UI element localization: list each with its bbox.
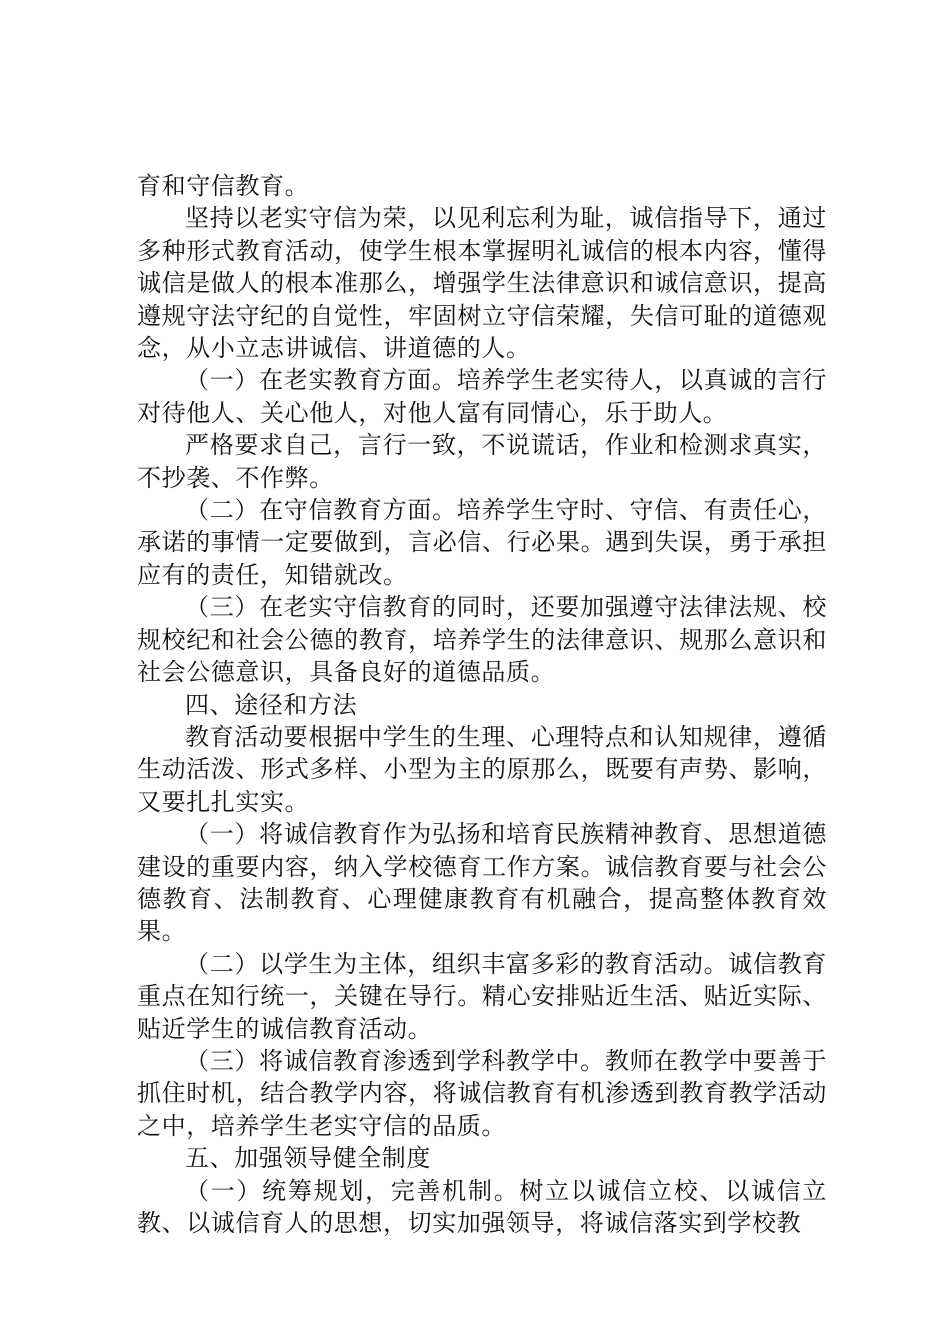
section-heading-leadership: 五、加强领导健全制度 xyxy=(185,1144,431,1173)
document-body xyxy=(137,170,827,1239)
paragraph-honesty-education: （一）在老实教育方面。培养学生老实待人，以真诚的言行对待他人、关心他人，对他人富有同情心，乐于助人。 xyxy=(137,366,827,427)
paragraph-continuation: 育和守信教育。 xyxy=(137,172,310,200)
paragraph-law-education: （三）在老实守信教育的同时，还要加强遵守法律法规、校规校纪和社会公德的教育，培养学生的法律意识、规那么意识和社会公德意识，具备良好的道德品质。 xyxy=(137,593,827,687)
paragraph-method-1: （一）将诚信教育作为弘扬和培育民族精神教育、思想道德建设的重要内容，纳入学校德育工作方案。诚信教育要与社会公德教育、法制教育、心理健康教育有机融合，提高整体教育效果。 xyxy=(137,820,827,946)
paragraph-method-2: （二）以学生为主体，组织丰富多彩的教育活动。诚信教育重点在知行统一，关键在导行。精心安排贴近生活、贴近实际、贴近学生的诚信教育活动。 xyxy=(137,949,827,1043)
paragraph-goal: 坚持以老实守信为荣，以见利忘利为耻，诚信指导下，通过多种形式教育活动，使学生根本掌握明礼诚信的根本内容，懂得诚信是做人的根本准那么，增强学生法律意识和诚信意识，提高遵规守法守纪的自觉性，牢固树立守信荣耀，失信可耻的道德观念，从小立志讲诚信、讲道德的人。 xyxy=(137,204,827,363)
paragraph-method-3: （三）将诚信教育渗透到学科教学中。教师在教学中要善于抓住时机，结合教学内容，将诚信教育有机渗透到教育教学活动之中，培养学生老实守信的品质。 xyxy=(137,1046,827,1140)
paragraph-leadership-1: （一）统筹规划，完善机制。树立以诚信立校、以诚信立教、以诚信育人的思想，切实加强领导，将诚信落实到学校教 xyxy=(137,1176,827,1237)
paragraph-self-discipline: 严格要求自己，言行一致，不说谎话，作业和检测求真实，不抄袭、不作弊。 xyxy=(137,431,827,492)
paragraph-trust-education: （二）在守信教育方面。培养学生守时、守信、有责任心，承诺的事情一定要做到，言必信、行必果。遇到失误，勇于承担应有的责任，知错就改。 xyxy=(137,496,827,589)
paragraph-methods-intro: 教育活动要根据中学生的生理、心理特点和认知规律，遵循生动活泼、形式多样、小型为主的原那么，既要有声势、影响，又要扎扎实实。 xyxy=(137,722,827,816)
section-heading-methods: 四、途径和方法 xyxy=(185,690,358,719)
